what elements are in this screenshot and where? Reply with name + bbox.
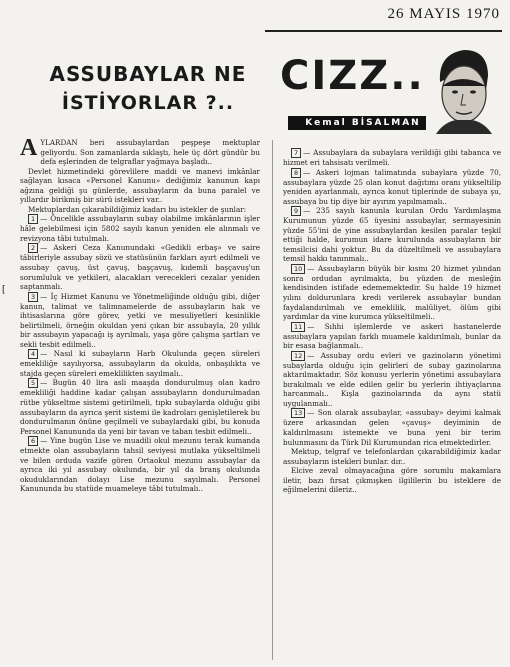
publication-date: 26 MAYIS 1970 <box>387 6 500 22</box>
item-number: 7 <box>291 148 301 158</box>
article-column-right <box>283 148 501 663</box>
item-text: — Sıhhi işlemlerde ve askeri hastanelerde assubaylara yapılan farklı muamele kaldırılmalı, bunlar da bir esasa bağlanmalı.. <box>283 321 501 351</box>
list-item <box>283 206 501 264</box>
column-divider <box>272 140 273 660</box>
item-text: — Assubayların büyük bir kısmı 20 hizmet yılından sonra ordudan ayrılmakta, bu yüzden de mesleğin kendisinden istifade edememektedir. Su halde 19 hizmet yılını doldurunlara kredi verilerek assubaylar bundan faydalandırılmalı ve emeklilik, malûliyet, ölüm gibi yardımlar da vine kurumca yükseltilmeli.. <box>283 263 501 322</box>
item-number: 3 <box>28 292 38 302</box>
author-name: Kemal BİSALMAN <box>288 116 438 130</box>
list-item <box>283 264 501 322</box>
list-item <box>20 436 260 494</box>
item-number: 5 <box>28 378 38 388</box>
author-portrait-icon <box>426 42 500 134</box>
column-masthead <box>280 52 500 142</box>
item-text: — Son olarak assubaylar, «assubay» deyimi kalmak üzere arkasından gelen «çavuş» deyiminin de kaldırılmasını istemekte ve buna yeni bir terim bulunmasını da Türk Dil Kurumundan rica etmektedirler. <box>283 408 501 447</box>
list-item <box>20 243 260 291</box>
item-number: 4 <box>28 349 38 359</box>
date-rule <box>265 30 502 32</box>
paragraph: Mektuplardan çıkarabildiğimiz kadarı bu istekler de şunlar: <box>28 204 247 214</box>
item-number: 11 <box>291 322 305 332</box>
item-text: — 235 sayılı kanunla kurulan Ordu Yardımlaşma Kurumunun yüzde 65 üyesini assubaylar, sermayesinin yüzde 55'ini de yine assubaylardan kesilen paralar teşkil ettiği halde, kurumun idare kurulunda assubayların bir temsilcisi dahi yoktur. Bu da düzeltilmeli ve assubaylara temsil hakkı tanınmalı.. <box>283 206 501 264</box>
list-item <box>283 408 501 447</box>
article-headline <box>28 62 268 114</box>
list-item <box>283 148 501 168</box>
headline-line-2: İSTİYORLAR ?.. <box>61 92 235 114</box>
list-item <box>20 349 260 378</box>
item-text: — Askeri lojman talimatında subaylara yüzde 70, assubaylara yüzde 25 olan konut dağıtımı oranı yükseltilip yeniden ayarlanmalı, ayrıca konut tiplerinde de subaya şu, assubaya bu tip diye bir ayırım yapılmamalı.. <box>283 167 501 206</box>
item-number: 10 <box>291 264 305 274</box>
intro-paragraph <box>20 138 260 167</box>
article-column-left <box>20 138 260 658</box>
list-item <box>283 351 501 409</box>
paragraph: Devlet hizmetindeki görevlilere maddi ve manevi imkânlar sağlayan kısaca «Personel Kanunu» dediğimiz kanunun kapı ağzına geldiği şu günlerde, assubayların da buna paralel ve yıllardır birikmiş bir sürü istekleri var.. <box>20 166 260 205</box>
edge-mark: [ <box>2 285 6 295</box>
item-text: — Nasıl ki subayların Harb Okulunda geçen süreleri emekliliğe sayılıyorsa, assubayların da okulda, onbaşılıkta ve stajda geçen süreleri emeklilikten sayılmalı.. <box>20 349 260 378</box>
drop-cap: A <box>20 138 38 161</box>
item-number: 13 <box>291 408 305 418</box>
item-text: — Assubaylara da subaylara verildiği gibi tabanca ve hizmet eri tahsisatı verilmeli. <box>283 148 501 167</box>
list-item <box>20 378 260 436</box>
item-number: 9 <box>291 206 301 216</box>
item-text: — Assubay ordu evleri ve gazinoların yönetimi subaylarda olduğu için gelirleri de subay gazinolarına aktarılmaktadır. Söz konusu yerlerin yönetimi assubaylara bırakılmalı ve elde edilen gelir bu yerlerin ihtiyaçlarına harcanmalı.. Kışla gazinolarında da aynı statü uygulanmalı.. <box>283 350 501 408</box>
headline-line-1: ASSUBAYLAR NE <box>49 62 247 86</box>
item-number: 8 <box>291 168 301 178</box>
list-item <box>283 322 501 351</box>
list-item <box>20 214 260 243</box>
item-text: — Yine bugün Lise ve muadili okul mezunu terak kumanda etmekte olan assubayların tahsil seviyesi mutlaka yükseltilmeli ve bilen orduda vazife gören Ortaokul mezunu assubaylar da ayrıca iki yıl assubay okulunda, bir yıl da branş okulunda okuduklarından dolayı Lise mezunu sayılmalı. Personel Kanununda bu statüde muameleye tâbi tutulmalı.. <box>20 436 260 494</box>
item-text: — Bugün 40 lira asli maaşda dondurulmuş olan kadro emekliliği haddine kadar çalışan assubayların dondurulmadan rütbe yükseltme sistemi getirilmeli, tıpkı subaylarda olduğu gibi assubayların da ayrıca şerit sistemi ile kadroları genişletilerek bu dondurulmanın önüne geçilmeli ve subaylardaki gibi, bu konuda Personel Kanununda da yeni bir tavan ve taban tesbit edilmeli.. <box>20 378 260 436</box>
paragraph: Mektup, telgraf ve telefonlardan çıkarabildiğimiz kadar assubayların istekleri bunlar. dır.. <box>283 447 501 466</box>
item-number: 12 <box>291 351 305 361</box>
item-number: 6 <box>28 436 38 446</box>
list-item <box>20 292 260 350</box>
list-item <box>283 168 501 207</box>
closing-paragraph: Elcive zeval olmayacağına göre sorumlu makamlara iletir, bazı fırsat çıkmışken ilgililerin bu isteklere de eğilmelerini dileriz.. <box>283 466 501 495</box>
item-text: — İç Hizmet Kanunu ve Yönetmeliğinde olduğu gibi, diğer kanun, talimat ve talimnamelerde de assubayların hak ve ihtisaslarına göre görev, yetki ve mesuliyetleri kesinlikle belirtilmeli, örneğin okuldan yeni çıkan bir assubayla, 20 yıllık bir assubayın yapacağı iş ayrılmalı, yaşa göre çalışma şartları ve sekli tesbit edilmeli.. <box>20 291 260 349</box>
item-number: 1 <box>28 214 38 224</box>
item-text: — Askeri Ceza Kanunundaki «Gedikli erbaş» ve saire tâbirleriyle assubay sözü ve statüsünün farkları ayırt edilmeli ve assubay çavuş, üst çavuş, başçavuş, kıdemli başçavuş'un sorumluluk ve yetkileri, alacakları verecekleri cezalar yeniden saptanmalı. <box>20 243 260 292</box>
item-number: 2 <box>28 243 38 253</box>
item-text: — Öncelikle assubayların subay olabilme imkânlarının işler hâle gelebilmesi için 5802 sayılı kanun yeniden ele alınmalı ve revizyona tâbi tutulmalı. <box>20 214 260 243</box>
intro-text: YLARDAN beri assubaylardan peşpeşe mektuplar geliyordu. Son zamanlarda sıklaştı, hele üç dört gündür bu defa eşlerinden de telgraflar yağmaya başladı.. <box>40 138 260 167</box>
column-name: CIZZ.. <box>280 53 425 99</box>
